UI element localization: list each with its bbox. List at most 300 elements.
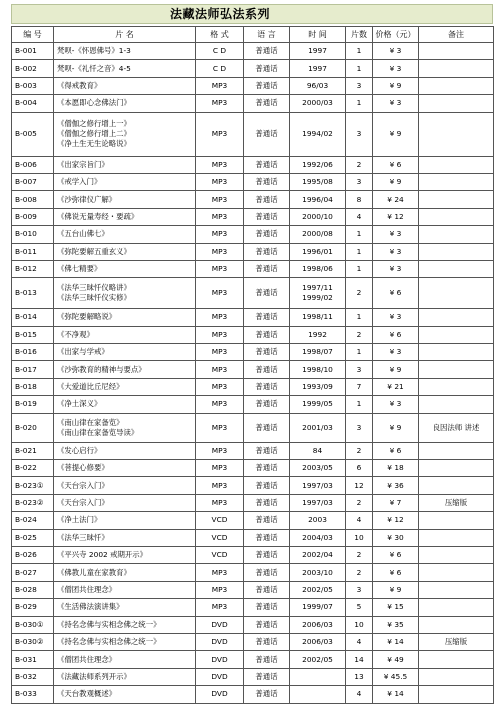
row-format: C D xyxy=(196,43,244,60)
row-format: DVD xyxy=(196,616,244,633)
row-language: 普通话 xyxy=(244,60,290,77)
row-title xyxy=(54,43,196,60)
row-language: 普通话 xyxy=(244,243,290,260)
row-format: VCD xyxy=(196,529,244,546)
row-price: ¥ 3 xyxy=(373,260,419,277)
row-time xyxy=(290,95,346,112)
row-count: 4 xyxy=(346,208,373,225)
row-time xyxy=(290,173,346,190)
header-note: 备注 xyxy=(419,27,494,43)
title-line: 《沙弥教育的精神与要点》 xyxy=(57,364,146,374)
title-line: 《出家宗旨门》 xyxy=(57,159,109,169)
time-line: 2002/04 xyxy=(302,550,333,560)
row-language: 普通话 xyxy=(244,581,290,598)
row-time xyxy=(290,581,346,598)
title-line: 《大爱道比丘尼经》 xyxy=(57,382,124,392)
title-line: 《净土深义》 xyxy=(57,399,102,409)
row-title xyxy=(54,344,196,361)
row-note xyxy=(419,460,494,477)
table-row xyxy=(12,378,494,395)
row-code: B-005 xyxy=(12,112,54,156)
table-row xyxy=(12,396,494,413)
table-row xyxy=(12,309,494,326)
table-row xyxy=(12,564,494,581)
row-note xyxy=(419,529,494,546)
title-line: 《弥陀要解略说》 xyxy=(57,312,117,322)
row-title xyxy=(54,529,196,546)
row-code: B-023② xyxy=(12,494,54,511)
row-price: ¥ 9 xyxy=(373,112,419,156)
table-row xyxy=(12,413,494,442)
row-title xyxy=(54,633,196,650)
title-line: 《生活佛法演讲集》 xyxy=(57,602,124,612)
title-line: 《得戒教育》 xyxy=(57,80,102,90)
row-language: 普通话 xyxy=(244,361,290,378)
row-price: ¥ 9 xyxy=(373,413,419,442)
row-count: 8 xyxy=(346,191,373,208)
row-time xyxy=(290,243,346,260)
row-note xyxy=(419,564,494,581)
row-note xyxy=(419,226,494,243)
row-note xyxy=(419,173,494,190)
row-title xyxy=(54,413,196,442)
row-language: 普通话 xyxy=(244,95,290,112)
table-row xyxy=(12,361,494,378)
title-line: 《发心启行》 xyxy=(57,445,102,455)
row-time xyxy=(290,60,346,77)
row-code: B-031 xyxy=(12,651,54,668)
row-format: MP3 xyxy=(196,326,244,343)
row-code: B-030② xyxy=(12,633,54,650)
table-row xyxy=(12,460,494,477)
row-code: B-007 xyxy=(12,173,54,190)
time-line: 1993/09 xyxy=(302,382,333,392)
row-language: 普通话 xyxy=(244,442,290,459)
row-count: 1 xyxy=(346,396,373,413)
row-note xyxy=(419,77,494,94)
header-format: 格 式 xyxy=(196,27,244,43)
row-format: MP3 xyxy=(196,77,244,94)
row-format: MP3 xyxy=(196,226,244,243)
row-price: ¥ 9 xyxy=(373,77,419,94)
catalog-table xyxy=(11,26,494,704)
row-format: VCD xyxy=(196,512,244,529)
row-count: 5 xyxy=(346,599,373,616)
row-code: B-008 xyxy=(12,191,54,208)
title-line: 《天台宗入门》 xyxy=(57,498,109,507)
row-format: MP3 xyxy=(196,260,244,277)
table-row xyxy=(12,112,494,156)
title-line: 《天台宗入门》 xyxy=(57,480,109,490)
row-count: 1 xyxy=(346,260,373,277)
row-count: 2 xyxy=(346,494,373,511)
row-price: ¥ 30 xyxy=(373,529,419,546)
row-code: B-006 xyxy=(12,156,54,173)
time-line: 1998/11 xyxy=(302,312,333,322)
row-title xyxy=(54,112,196,156)
row-note xyxy=(419,599,494,616)
row-time xyxy=(290,564,346,581)
time-line: 1998/06 xyxy=(302,264,333,274)
time-line: 1996/01 xyxy=(302,246,333,256)
row-note xyxy=(419,309,494,326)
row-title xyxy=(54,326,196,343)
row-format: DVD xyxy=(196,633,244,650)
row-code: B-027 xyxy=(12,564,54,581)
row-time xyxy=(290,208,346,225)
table-row xyxy=(12,477,494,494)
header-count: 片数 xyxy=(346,27,373,43)
row-count: 2 xyxy=(346,564,373,581)
row-title xyxy=(54,686,196,703)
row-note xyxy=(419,361,494,378)
row-title xyxy=(54,226,196,243)
row-code: B-032 xyxy=(12,668,54,685)
row-language: 普通话 xyxy=(244,546,290,563)
time-line: 1999/07 xyxy=(302,602,333,612)
row-price: ¥ 36 xyxy=(373,477,419,494)
row-language: 普通话 xyxy=(244,633,290,650)
row-code: B-022 xyxy=(12,460,54,477)
table-row xyxy=(12,60,494,77)
row-time xyxy=(290,633,346,650)
table-row xyxy=(12,260,494,277)
row-language: 普通话 xyxy=(244,112,290,156)
title-line: 《持名念佛与实相念佛之统一》 xyxy=(57,637,161,647)
row-count: 10 xyxy=(346,616,373,633)
row-time xyxy=(290,278,346,309)
row-code: B-002 xyxy=(12,60,54,77)
row-note xyxy=(419,95,494,112)
row-count: 4 xyxy=(346,512,373,529)
time-line: 2000/03 xyxy=(302,98,333,108)
time-line: 2006/03 xyxy=(302,619,333,629)
row-format: MP3 xyxy=(196,460,244,477)
title-line: 《佛七精要》 xyxy=(57,264,102,274)
row-time xyxy=(290,651,346,668)
row-format: MP3 xyxy=(196,278,244,309)
row-time xyxy=(290,686,346,703)
row-language: 普通话 xyxy=(244,43,290,60)
row-code: B-023① xyxy=(12,477,54,494)
row-time xyxy=(290,344,346,361)
table-body xyxy=(12,43,494,704)
title-line: 梵呗-《怀恩佛号》1-3 xyxy=(57,46,131,56)
row-note xyxy=(419,344,494,361)
row-time xyxy=(290,156,346,173)
row-time xyxy=(290,396,346,413)
row-language: 普通话 xyxy=(244,599,290,616)
title-line: 《僧伽之修行增上一》 xyxy=(57,119,131,129)
row-count: 14 xyxy=(346,651,373,668)
row-count: 3 xyxy=(346,413,373,442)
row-language: 普通话 xyxy=(244,226,290,243)
row-count: 1 xyxy=(346,344,373,361)
row-format: VCD xyxy=(196,546,244,563)
table-row xyxy=(12,243,494,260)
row-price: ¥ 9 xyxy=(373,173,419,190)
row-note xyxy=(419,477,494,494)
title-line: 《僧伽之修行增上二》 xyxy=(57,129,131,139)
time-line: 84 xyxy=(312,445,323,455)
row-title xyxy=(54,77,196,94)
row-time xyxy=(290,191,346,208)
table-row xyxy=(12,581,494,598)
row-code: B-003 xyxy=(12,77,54,94)
row-count: 13 xyxy=(346,668,373,685)
time-line: 96/03 xyxy=(306,80,329,90)
row-code: B-033 xyxy=(12,686,54,703)
row-note xyxy=(419,442,494,459)
row-price: ¥ 3 xyxy=(373,43,419,60)
row-price: ¥ 35 xyxy=(373,616,419,633)
row-language: 普通话 xyxy=(244,477,290,494)
row-count: 1 xyxy=(346,309,373,326)
row-note xyxy=(419,112,494,156)
row-price: ¥ 3 xyxy=(373,396,419,413)
row-title xyxy=(54,396,196,413)
row-count: 2 xyxy=(346,442,373,459)
row-time xyxy=(290,226,346,243)
row-title xyxy=(54,599,196,616)
title-line: 《法华三昧忏仪略讲》 xyxy=(57,283,131,293)
row-language: 普通话 xyxy=(244,156,290,173)
title-line: 《僧团共住理念》 xyxy=(57,654,117,664)
row-note xyxy=(419,60,494,77)
row-time xyxy=(290,260,346,277)
row-format: MP3 xyxy=(196,477,244,494)
row-title xyxy=(54,173,196,190)
row-note xyxy=(419,396,494,413)
row-format: MP3 xyxy=(196,361,244,378)
row-language: 普通话 xyxy=(244,396,290,413)
row-title xyxy=(54,309,196,326)
row-time xyxy=(290,442,346,459)
row-language: 普通话 xyxy=(244,686,290,703)
row-title xyxy=(54,191,196,208)
row-note: 良因法师 讲述 xyxy=(419,413,494,442)
row-format: MP3 xyxy=(196,95,244,112)
row-count: 1 xyxy=(346,95,373,112)
table-row xyxy=(12,668,494,685)
table-row xyxy=(12,226,494,243)
time-line: 2003 xyxy=(308,515,327,525)
row-title xyxy=(54,460,196,477)
row-price: ¥ 45.5 xyxy=(373,668,419,685)
row-price: ¥ 21 xyxy=(373,378,419,395)
row-note: 压缩版 xyxy=(419,633,494,650)
table-row xyxy=(12,442,494,459)
time-line: 1996/04 xyxy=(302,194,333,204)
row-count: 2 xyxy=(346,278,373,309)
time-line: 1997/03 xyxy=(302,498,333,507)
row-price: ¥ 3 xyxy=(373,243,419,260)
row-format: MP3 xyxy=(196,564,244,581)
row-time xyxy=(290,599,346,616)
row-title xyxy=(54,278,196,309)
row-code: B-017 xyxy=(12,361,54,378)
time-line: 1997 xyxy=(308,46,327,56)
row-note xyxy=(419,668,494,685)
row-time xyxy=(290,529,346,546)
title-line: 《僧团共住理念》 xyxy=(57,584,117,594)
row-code: B-026 xyxy=(12,546,54,563)
row-price: ¥ 6 xyxy=(373,278,419,309)
row-count: 10 xyxy=(346,529,373,546)
row-count: 2 xyxy=(346,326,373,343)
table-row xyxy=(12,546,494,563)
row-title xyxy=(54,361,196,378)
title-line: 《菩提心修要》 xyxy=(57,463,109,473)
row-note xyxy=(419,191,494,208)
row-code: B-024 xyxy=(12,512,54,529)
row-title xyxy=(54,208,196,225)
row-language: 普通话 xyxy=(244,564,290,581)
row-title xyxy=(54,243,196,260)
row-count: 7 xyxy=(346,378,373,395)
row-code: B-028 xyxy=(12,581,54,598)
row-format: DVD xyxy=(196,668,244,685)
row-format: MP3 xyxy=(196,378,244,395)
row-format: MP3 xyxy=(196,442,244,459)
table-row xyxy=(12,95,494,112)
row-price: ¥ 3 xyxy=(373,60,419,77)
row-time xyxy=(290,309,346,326)
time-line: 1999/02 xyxy=(302,293,333,303)
row-time xyxy=(290,112,346,156)
title-line: 《天台教观概述》 xyxy=(57,689,117,699)
table-row xyxy=(12,529,494,546)
row-format: MP3 xyxy=(196,413,244,442)
time-line: 1992 xyxy=(308,329,327,339)
row-language: 普通话 xyxy=(244,460,290,477)
row-note: 压缩版 xyxy=(419,494,494,511)
row-count: 2 xyxy=(346,546,373,563)
time-line: 2002/05 xyxy=(302,584,333,594)
row-title xyxy=(54,378,196,395)
title-line: 《持名念佛与实相念佛之统一》 xyxy=(57,619,161,629)
time-line: 1998/10 xyxy=(302,364,333,374)
row-code: B-020 xyxy=(12,413,54,442)
row-time xyxy=(290,460,346,477)
row-price: ¥ 49 xyxy=(373,651,419,668)
title-line: 《法华三昧忏》 xyxy=(57,532,109,542)
row-format: MP3 xyxy=(196,243,244,260)
row-title xyxy=(54,512,196,529)
row-language: 普通话 xyxy=(244,668,290,685)
row-price: ¥ 14 xyxy=(373,633,419,650)
row-language: 普通话 xyxy=(244,651,290,668)
row-price: ¥ 9 xyxy=(373,581,419,598)
title-line: 《出家与学戒》 xyxy=(57,347,109,357)
row-price: ¥ 3 xyxy=(373,309,419,326)
row-format: MP3 xyxy=(196,309,244,326)
table-row xyxy=(12,191,494,208)
row-count: 3 xyxy=(346,112,373,156)
time-line: 1995/08 xyxy=(302,177,333,187)
row-note xyxy=(419,156,494,173)
row-count: 3 xyxy=(346,581,373,598)
row-language: 普通话 xyxy=(244,278,290,309)
title-line: 《净土法门》 xyxy=(57,515,102,525)
time-line: 2000/10 xyxy=(302,211,333,221)
row-format: MP3 xyxy=(196,173,244,190)
title-line: 《南山律在家备览导读》 xyxy=(57,427,139,437)
row-count: 12 xyxy=(346,477,373,494)
row-note xyxy=(419,616,494,633)
row-format: MP3 xyxy=(196,344,244,361)
row-count: 1 xyxy=(346,243,373,260)
row-format: C D xyxy=(196,60,244,77)
row-language: 普通话 xyxy=(244,616,290,633)
title-line: 《弥陀要解五重玄义》 xyxy=(57,246,131,256)
title-line: 《南山律在家备览》 xyxy=(57,417,124,427)
row-time xyxy=(290,668,346,685)
row-title xyxy=(54,95,196,112)
row-code: B-001 xyxy=(12,43,54,60)
row-title xyxy=(54,260,196,277)
row-note xyxy=(419,378,494,395)
row-title xyxy=(54,156,196,173)
row-price: ¥ 6 xyxy=(373,442,419,459)
row-price: ¥ 3 xyxy=(373,226,419,243)
row-code: B-016 xyxy=(12,344,54,361)
table-row xyxy=(12,599,494,616)
row-note xyxy=(419,243,494,260)
table-row xyxy=(12,173,494,190)
time-line: 1992/06 xyxy=(302,159,333,169)
row-format: MP3 xyxy=(196,112,244,156)
row-title xyxy=(54,616,196,633)
row-code: B-010 xyxy=(12,226,54,243)
time-line: 1998/07 xyxy=(302,347,333,357)
time-line: 1994/02 xyxy=(302,129,333,139)
row-code: B-019 xyxy=(12,396,54,413)
row-note xyxy=(419,546,494,563)
row-count: 1 xyxy=(346,43,373,60)
title-line: 《不净观》 xyxy=(57,329,94,339)
table-row xyxy=(12,651,494,668)
table-row xyxy=(12,278,494,309)
title-line: 《法华三昧忏仪实修》 xyxy=(57,293,131,303)
row-code: B-025 xyxy=(12,529,54,546)
row-language: 普通话 xyxy=(244,191,290,208)
row-code: B-015 xyxy=(12,326,54,343)
row-code: B-009 xyxy=(12,208,54,225)
row-code: B-029 xyxy=(12,599,54,616)
row-code: B-011 xyxy=(12,243,54,260)
title-line: 《平兴寺 2002 戒期开示》 xyxy=(57,550,148,560)
title-line: 《佛教儿童在家教育》 xyxy=(57,567,131,577)
row-title xyxy=(54,564,196,581)
row-note xyxy=(419,512,494,529)
row-code: B-012 xyxy=(12,260,54,277)
time-line: 2002/05 xyxy=(302,654,333,664)
title-line: 《五台山佛七》 xyxy=(57,229,109,239)
row-note xyxy=(419,326,494,343)
row-language: 普通话 xyxy=(244,494,290,511)
row-price: ¥ 12 xyxy=(373,512,419,529)
row-language: 普通话 xyxy=(244,344,290,361)
row-format: MP3 xyxy=(196,581,244,598)
row-note xyxy=(419,260,494,277)
row-price: ¥ 15 xyxy=(373,599,419,616)
row-code: B-021 xyxy=(12,442,54,459)
table-row xyxy=(12,616,494,633)
row-format: MP3 xyxy=(196,396,244,413)
table-row xyxy=(12,326,494,343)
row-time xyxy=(290,43,346,60)
